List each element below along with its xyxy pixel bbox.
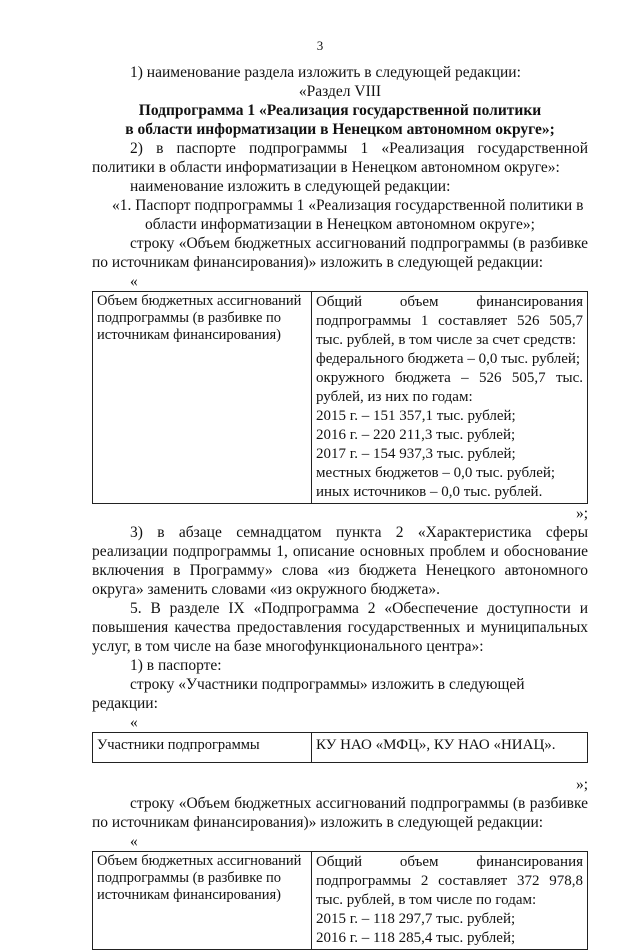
- subprogram-title-line1: Подпрограмма 1 «Реализация государственной политики: [138, 102, 542, 119]
- table-1-line: 2016 г. – 220 211,3 тыс. рублей;: [316, 427, 516, 443]
- table-3-line: тыс. рублей, в том числе по годам:: [316, 892, 537, 908]
- section-title: «Раздел VIII: [298, 83, 382, 100]
- table-2-left-cell: Участники подпрограммы: [93, 733, 312, 763]
- paragraph-6: 3) в абзаце семнадцатом пункта 2 «Характеристика сферы реализации подпрограммы 1, описание основных проблем и обоснование включения в Программу» слова «из бюджета Ненецкого автономного округа» заменить словами «из окружного бюджета».: [92, 524, 588, 598]
- table-3-line: подпрограммы 2 составляет 372 978,8: [316, 873, 583, 889]
- document-body: [92, 63, 588, 950]
- page-number: 3: [316, 38, 324, 53]
- open-quote: «: [130, 273, 138, 290]
- paragraph-10: строку «Объем бюджетных ассигнований подпрограммы (в разбивке по источникам финансирования)» изложить в следующей редакции:: [92, 795, 588, 831]
- table-1-line: рублей, из них по годам:: [316, 389, 473, 405]
- table-2-right-cell: КУ НАО «МФЦ», КУ НАО «НИАЦ».: [312, 733, 588, 763]
- table-1-right-cell: [312, 292, 588, 504]
- paragraph-7: 5. В разделе IX «Подпрограмма 2 «Обеспечение доступности и повышения качества предоставления государственных и муниципальных услуг, в том числе на базе многофункционального центра»:: [92, 600, 588, 655]
- paragraph-2: 2) в паспорте подпрограммы 1 «Реализация государственной политики в области информатизации в Ненецком автономном округе»:: [92, 140, 588, 176]
- table-1-line: федерального бюджета – 0,0 тыс. рублей;: [316, 351, 581, 367]
- table-1-left-cell: Объем бюджетных ассигнований подпрограммы (в разбивке по источникам финансирования): [93, 292, 312, 504]
- table-1-line: тыс. рублей, в том числе за счет средств:: [316, 332, 577, 348]
- table-1-line: местных бюджетов – 0,0 тыс. рублей;: [316, 465, 556, 481]
- paragraph-9: строку «Участники подпрограммы» изложить в следующей редакции:: [92, 676, 525, 712]
- table-1-line: 2017 г. – 154 937,3 тыс. рублей;: [316, 446, 516, 462]
- table-3-line: 2015 г. – 118 297,7 тыс. рублей;: [316, 911, 516, 927]
- table-1-line: иных источников – 0,0 тыс. рублей.: [316, 484, 543, 500]
- paragraph-4-line1: «1. Паспорт подпрограммы 1 «Реализация государственной политики в: [112, 197, 584, 214]
- paragraph-4-line2: области информатизации в Ненецком автономном округе»;: [144, 216, 535, 233]
- paragraph-3: наименование изложить в следующей редакции:: [130, 178, 451, 195]
- close-quote-2: »;: [575, 776, 588, 793]
- table-1-line: окружного бюджета – 526 505,7 тыс.: [316, 370, 583, 386]
- subprogram-title-line2: в области информатизации в Ненецком автономном округе»;: [125, 121, 555, 138]
- table-3: [92, 851, 588, 950]
- table-1: [92, 291, 588, 504]
- paragraph-8: 1) в паспорте:: [130, 657, 222, 674]
- paragraph-1: 1) наименование раздела изложить в следующей редакции:: [130, 64, 521, 81]
- table-1-line: подпрограммы 1 составляет 526 505,7: [316, 313, 583, 329]
- table-3-left-cell: Объем бюджетных ассигнований подпрограммы (в разбивке по источникам финансирования): [93, 852, 312, 950]
- table-1-line: 2015 г. – 151 357,1 тыс. рублей;: [316, 408, 516, 424]
- open-quote-3: «: [130, 833, 138, 850]
- table-3-line: Общий объем финансирования: [316, 854, 583, 870]
- open-quote-2: «: [130, 714, 138, 731]
- table-3-line: 2016 г. – 118 285,4 тыс. рублей;: [316, 930, 516, 946]
- close-quote-1: »;: [575, 505, 588, 522]
- paragraph-5: строку «Объем бюджетных ассигнований подпрограммы (в разбивке по источникам финансирования)» изложить в следующей редакции:: [92, 235, 588, 271]
- table-1-line: Общий объем финансирования: [316, 294, 583, 310]
- table-3-right-cell: [312, 852, 588, 950]
- table-2: [92, 732, 588, 763]
